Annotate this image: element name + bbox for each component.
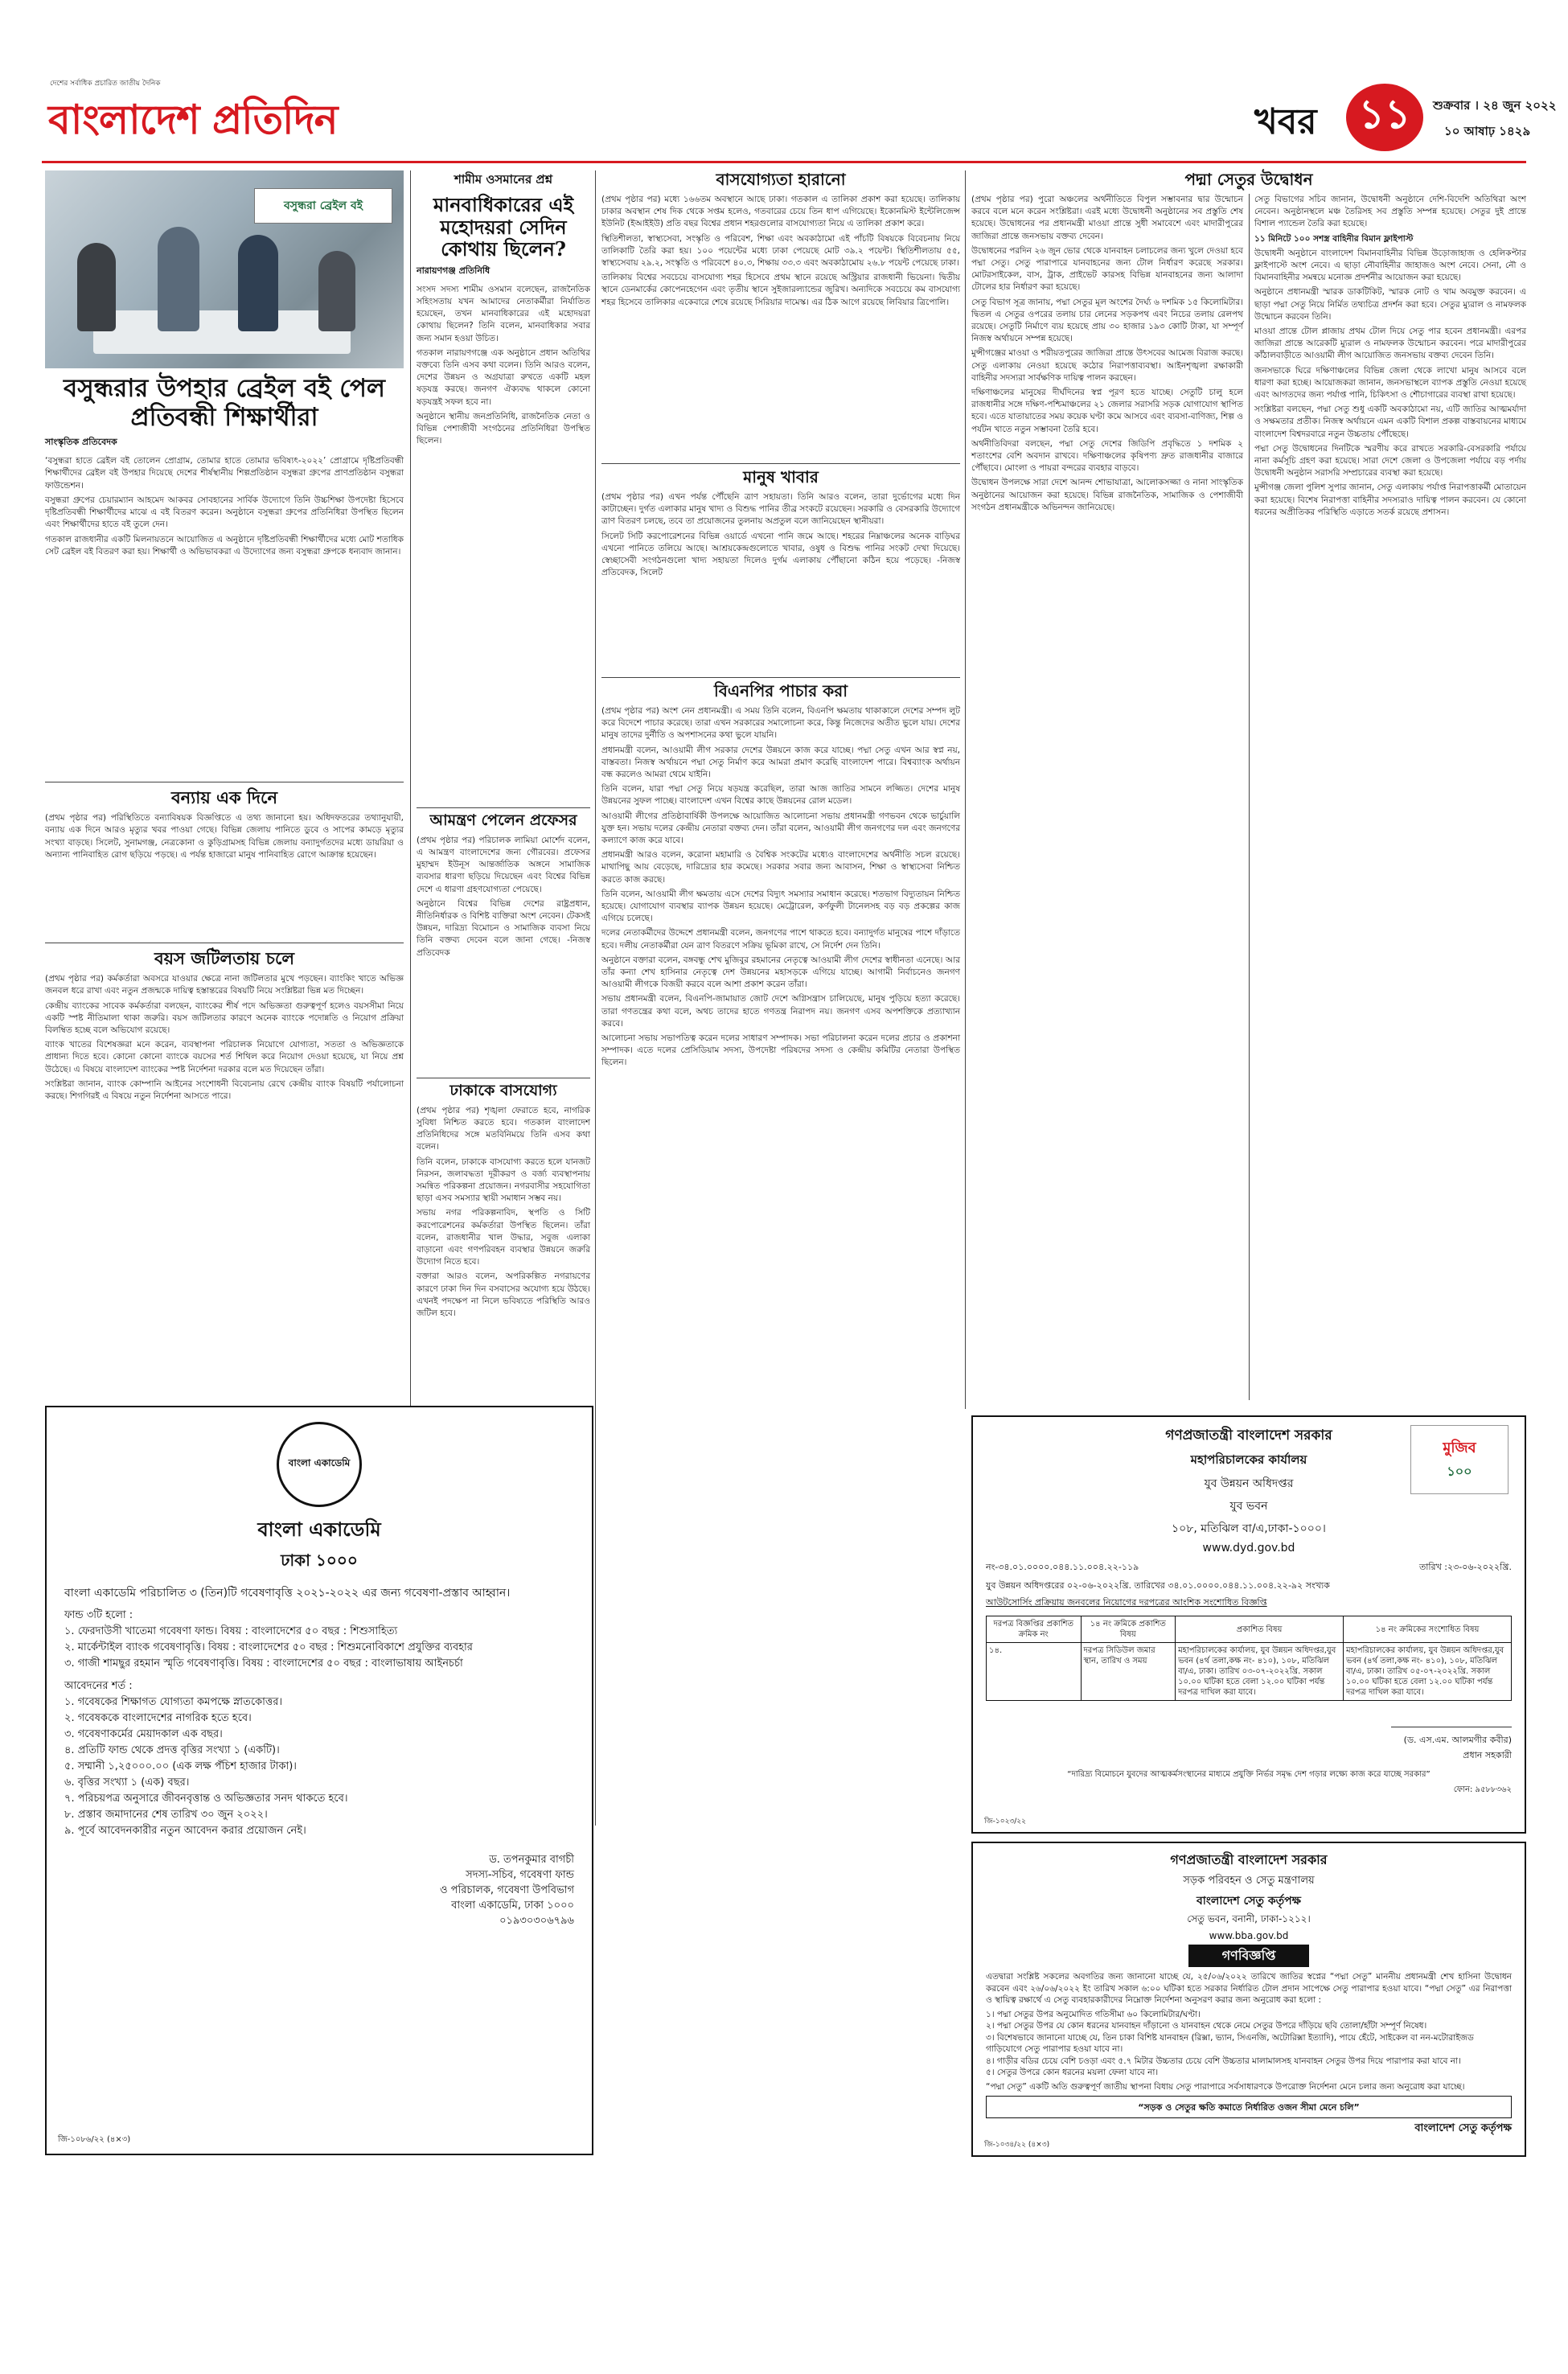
academy-items bbox=[64, 1608, 574, 1839]
dyd-web[interactable]: www.dyd.gov.bd bbox=[1202, 1542, 1295, 1555]
padma-paragraph: মুন্সীগঞ্জ জেলা পুলিশ সুপার জানান, সেতু এলাকায় পর্যাপ্ত নিরাপত্তাকর্মী মোতায়েন করা হয়েছে। বিশেষ নিরাপত্তা বাহিনীর সদস্যরাও দায়িত্ব পালন করবেন। যে কোনো ধরনের অপ্রীতিকর পরিস্থিতি এড়াতে সতর্ক রয়েছে প্রশাসন। bbox=[1254, 483, 1526, 517]
dyd-signer: (ড. এস.এম. আলমগীর কবীর) bbox=[1403, 1735, 1512, 1745]
padma-subheading: ১১ মিনিটে ১০০ সশস্ত্র বাহিনীর বিমান ফ্লাইপাস্ট bbox=[1254, 233, 1414, 244]
academy-item: ৩. গাজী শামছুর রহমান স্মৃতি গবেষণাবৃত্তি। বিষয় : বাংলাদেশের ৫০ বছর : বাংলাভাষায় আইনচর্চা bbox=[64, 1657, 463, 1670]
bridge-item: ৫। সেতুর উপরে কোন ধরনের ময়লা ফেলা যাবে না। bbox=[986, 2068, 1159, 2077]
table-row bbox=[987, 1643, 1512, 1701]
braille-paragraph: ‘বসুন্ধরা হাতে ব্রেইল বই তোলেন প্রোগ্রাম, তোমার হাতে তোমার ভবিষ্যৎ-২০২২’ প্রোগ্রামে দৃষ্টিপ্রতিবন্ধী শিক্ষার্থীদের ব্রেইল বই উপহার দিয়েছে দেশের শীর্ষস্থানীয় শিল্পপ্রতিষ্ঠান বসুন্ধরা গ্রুপের প্রাণপ্রতিষ্ঠান বসুন্ধরা ফাউন্ডেশন। bbox=[45, 456, 404, 491]
bnp-headline: বিএনপির পাচার করা bbox=[714, 681, 848, 700]
table-header: ১৪ নং ক্রমিকের সংশোধিত বিষয় bbox=[1344, 1616, 1512, 1643]
dyd-signature-block bbox=[986, 1709, 1512, 1764]
bnp-paragraph: সভায় প্রধানমন্ত্রী বলেন, বিএনপি-জামায়াত জোট দেশে অগ্নিসন্ত্রাস চালিয়েছে, মানুষ পুড়িয়ে হত্যা করেছে। তারা গণতন্ত্রের কথা বলে, অথচ তাদের হাতে গণতন্ত্র নিরাপদ নয়। জনগণ এসব অপশক্তিকে প্রত্যাখ্যান করবে। bbox=[601, 994, 960, 1029]
dhaka-paragraph: বক্তারা আরও বলেন, অপরিকল্পিত নগরায়ণের কারণে ঢাকা দিন দিন বসবাসের অযোগ্য হয়ে উঠছে। এখনই পদক্ষেপ না নিলে ভবিষ্যতে পরিস্থিতি আরও জটিল হবে। bbox=[417, 1271, 590, 1319]
table-header: ১৪ নং ক্রমিকে প্রকাশিত বিষয় bbox=[1081, 1616, 1176, 1643]
age-paragraph: সংশ্লিষ্টরা জানান, ব্যাংক কোম্পানি আইনের সংশোধনী বিবেচনায় রেখে কেন্দ্রীয় ব্যাংক বিষয়টি পর্যালোচনা করছে। শিগগিরই এ বিষয়ে নতুন নির্দেশনা আসতে পারে। bbox=[45, 1078, 404, 1101]
academy-item: ৯. পূর্বে আবেদনকারীর নতুন আবেদন করার প্রয়োজন নেই। bbox=[64, 1825, 306, 1837]
braille-photo bbox=[45, 170, 404, 368]
academy-notice bbox=[45, 1406, 593, 2155]
padma-paragraph: অনুষ্ঠানে প্রধানমন্ত্রী স্মারক ডাকটিকিট, স্মারক নোট ও খাম অবমুক্ত করবেন। এ ছাড়া পদ্মা সেতু নিয়ে নির্মিত তথ্যচিত্র প্রদর্শন করা হবে। সেতুর ম্যুরাল ও নামফলক উন্মোচন করবেন তিনি। bbox=[1254, 287, 1526, 322]
column-rule bbox=[965, 170, 966, 1409]
professor-headline: আমন্ত্রণ পেলেন প্রফেসর bbox=[429, 811, 577, 829]
masthead-logo: বাংলাদেশ প্রতিদিন bbox=[48, 96, 338, 143]
section-rule bbox=[601, 677, 960, 678]
bnp-paragraph: আওয়ামী লীগের প্রতিষ্ঠাবার্ষিকী উপলক্ষে আয়োজিত আলোচনা সভায় প্রধানমন্ত্রী গণভবন থেকে ভার্চুয়ালি যুক্ত হন। সভায় দলের কেন্দ্রীয় নেতারা বক্তব্য দেন। তাঁরা বলেন, আওয়ামী লীগ জনগণের দল এবং জনগণের কল্যাণে কাজ করে যাবে। bbox=[601, 811, 960, 846]
dyd-slogan: “দারিদ্র্য বিমোচনে যুবদের আত্মকর্মসংস্থানের মাধ্যমে প্রযুক্তি নির্ভর সমৃদ্ধ দেশ গড়ার লক্ষ্যে কাজ করে যাচ্ছে সরকার” bbox=[1067, 1770, 1430, 1779]
shamim-kicker: শামীম ওসমানের প্রশ্ন bbox=[454, 172, 553, 187]
dyd-date: তারিখ :২৩-০৬-২০২২খ্রি. bbox=[1418, 1562, 1512, 1572]
date-line-1: শুক্রবার । ২৪ জুন ২০২২ bbox=[1433, 98, 1557, 113]
padma-paragraph: (প্রথম পৃষ্ঠার পর) পুরো অঞ্চলের অর্থনীতিতে বিপুল সম্ভাবনার দ্বার উন্মোচন করবে বলে মনে করেন সংশ্লিষ্টরা। এরই মধ্যে উদ্বোধনী অনুষ্ঠানের সব প্রস্তুতি শেষ হয়েছে। উদ্বোধনের পর প্রধানমন্ত্রী মাওয়া প্রান্তে সুধী সমাবেশে এবং মাদারীপুরের জাজিরা প্রান্তে জনসভায় বক্তব্য দেবেন। bbox=[971, 195, 1243, 241]
academy-item: ৮. প্রস্তাব জমাদানের শেষ তারিখ ৩০ জুন ২০২২। bbox=[64, 1809, 268, 1821]
bridge-slogan bbox=[986, 2096, 1512, 2118]
dyd-header bbox=[986, 1425, 1512, 1559]
age-paragraph: ব্যাংক খাতের বিশেষজ্ঞরা মনে করেন, ব্যবস্থাপনা পরিচালক নিয়োগে যোগ্যতা, সততা ও অভিজ্ঞতাকে প্রাধান্য দিতে হবে। কোনো কোনো ব্যাংকে বয়সের শর্ত শিথিল করে নিয়োগ দেওয়া হয়েছে, যা নিয়ে প্রশ্ন উঠেছে। এ বিষয়ে বাংলাদেশ ব্যাংকের স্পষ্ট নির্দেশনা দরকার বলে মত দিয়েছেন তাঁরা। bbox=[45, 1040, 404, 1074]
academy-signer-role: সদস্য-সচিব, গবেষণা ফান্ড bbox=[466, 1869, 574, 1881]
padma-paragraph: সেতু বিভাগ সূত্র জানায়, পদ্মা সেতুর মূল অংশের দৈর্ঘ্য ৬ দশমিক ১৫ কিলোমিটার। দ্বিতল এ সেতুর ওপরের তলায় চার লেনের সড়কপথ এবং নিচের তলায় রেলপথ রয়েছে। সেতুটি নির্মাণে ব্যয় হয়েছে প্রায় ৩০ হাজার ১৯৩ কোটি টাকা, যা সম্পূর্ণ নিজস্ব অর্থায়নে সম্পন্ন হয়েছে। bbox=[971, 297, 1243, 344]
academy-signer-role: বাংলা একাডেমি, ঢাকা ১০০০ bbox=[451, 1900, 574, 1912]
dyd-address: ১০৮, মতিঝিল বা/এ,ঢাকা-১০০০। bbox=[1172, 1522, 1326, 1535]
dyd-table bbox=[986, 1616, 1512, 1701]
padma-paragraph: অর্থনীতিবিদরা বলছেন, পদ্মা সেতু দেশের জিডিপি প্রবৃদ্ধিতে ১ দশমিক ২ শতাংশের বেশি অবদান রাখবে। দক্ষিণাঞ্চলের কৃষিপণ্য দ্রুত রাজধানীর বাজারে পৌঁছাবে। মোংলা ও পায়রা বন্দরের ব্যবহার বাড়বে। bbox=[971, 438, 1243, 474]
age-paragraph: কেন্দ্রীয় ব্যাংকের সাবেক কর্মকর্তারা বলছেন, ব্যাংকের শীর্ষ পদে অভিজ্ঞতা গুরুত্বপূর্ণ হলেও বয়সসীমা নিয়ে একটি স্পষ্ট নীতিমালা থাকা জরুরি। বয়স জটিলতার কারণে অনেক ব্যাংকে পদোন্নতি ও নিয়োগ প্রক্রিয়া বিলম্বিত হচ্ছে বলে অভিযোগ রয়েছে। bbox=[45, 1000, 404, 1035]
padma-paragraph: উদ্বোধন উপলক্ষে সারা দেশে আনন্দ শোভাযাত্রা, আলোকসজ্জা ও নানা সাংস্কৃতিক অনুষ্ঠানের আয়োজন করা হয়েছে। বিভিন্ন রাজনৈতিক, সামাজিক ও পেশাজীবী সংগঠন প্রধানমন্ত্রীকে অভিনন্দন জানিয়েছে। bbox=[971, 478, 1243, 512]
shamim-paragraph: গতকাল নারায়ণগঞ্জে এক অনুষ্ঠানে প্রধান অতিথির বক্তব্যে তিনি এসব কথা বলেন। তিনি আরও বলেন, দেশের উন্নয়ন ও অগ্রযাত্রা রুখতে একটি মহল ষড়যন্ত্র করছে। জনগণ ঐক্যবদ্ধ থাকলে কোনো ষড়যন্ত্রই সফল হবে না। bbox=[417, 347, 590, 407]
dhaka-paragraph: তিনি বলেন, ঢাকাকে বাসযোগ্য করতে হলে যানজট নিরসন, জলাবদ্ধতা দূরীকরণ ও বর্জ্য ব্যবস্থাপনায় সমন্বিত পরিকল্পনা প্রয়োজন। নগরবাসীর সহযোগিতা ছাড়া এসব সমস্যার স্থায়ী সমাধান সম্ভব নয়। bbox=[417, 1156, 590, 1204]
table-cell: দরপত্র সিডিউল জমার স্থান, তারিখ ও সময় bbox=[1081, 1643, 1176, 1701]
bridge-notice bbox=[971, 1842, 1526, 2157]
padma-paragraph: সংশ্লিষ্টরা বলছেন, পদ্মা সেতু শুধু একটি অবকাঠামো নয়, এটি জাতির আত্মমর্যাদা ও সক্ষমতার প্রতীক। নিজস্ব অর্থায়নে এমন একটি বিশাল প্রকল্প বাস্তবায়নের মাধ্যমে বাংলাদেশ বিশ্বদরবারে নতুন উচ্চতায় পৌঁছেছে। bbox=[1254, 405, 1526, 439]
dyd-notice bbox=[971, 1415, 1526, 1834]
academy-signer: ড. তপনকুমার বাগচী bbox=[489, 1854, 574, 1866]
bnp-paragraph: প্রধানমন্ত্রী বলেন, আওয়ামী লীগ সরকার দেশের উন্নয়নে কাজ করে যাচ্ছে। পদ্মা সেতু এখন আর স্বপ্ন নয়, বাস্তবতা। নিজস্ব অর্থায়নে পদ্মা সেতু নির্মাণ করে আমরা প্রমাণ করেছি বাংলাদেশ পারে। বিশ্বব্যাংক অর্থায়ন বন্ধ করলেও আমরা থেমে যাইনি। bbox=[601, 745, 960, 780]
padma-columns bbox=[971, 194, 1526, 1400]
academy-logo bbox=[277, 1422, 362, 1507]
padma-paragraph: পদ্মা সেতু উদ্বোধনের দিনটিকে স্মরণীয় করে রাখতে সরকারি-বেসরকারি পর্যায়ে নানা কর্মসূচি গ্রহণ করা হয়েছে। সারা দেশে জেলা ও উপজেলা পর্যায়ে বড় পর্দায় উদ্বোধনী অনুষ্ঠান সরাসরি সম্প্রচারের ব্যবস্থা করা হয়েছে। bbox=[1254, 443, 1526, 478]
dyd-signer-role: প্রধান সহকারী bbox=[1463, 1750, 1512, 1760]
bridge-web[interactable]: www.bba.gov.bd bbox=[1209, 1930, 1289, 1941]
braille-banner-text: বসুন্ধরা ব্রেইল বই bbox=[283, 199, 363, 212]
academy-item: ১. ফেরদাউসী খাতেমা গবেষণা ফান্ড। বিষয় : বাংলাদেশের ৫০ বছর : শিশুসাহিত্য bbox=[64, 1625, 398, 1637]
dhaka-article bbox=[417, 1082, 590, 1395]
academy-item: আবেদনের শর্ত : bbox=[64, 1680, 133, 1692]
mujib-badge-text: মুজিব bbox=[1443, 1440, 1476, 1456]
dyd-ref: যুব উন্নয়ন অধিদপ্তরের ০২-০৬-২০২২খ্রি. তারিখের ৩৪.০১.০০০০.০৪৪.১১.০০৪.২২-৯২ সংখ্যক bbox=[986, 1580, 1330, 1591]
livability-paragraph: (প্রথম পৃষ্ঠার পর) মধ্যে ১৬৬তম অবস্থানে আছে ঢাকা। গতকাল এ তালিকা প্রকাশ করা হয়েছে। তালিকায় ঢাকার অবস্থান শেষ দিক থেকে সপ্তম হলেও, গতবারের চেয়ে তিন ধাপ এগিয়েছে। ইকোনমিস্ট ইন্টেলিজেন্স ইউনিট (ইআইইউ) প্রতি বছর বিশ্বের প্রধান শহরগুলোর বাসযোগ্যতা নিয়ে এ তালিকা প্রকাশ করে। bbox=[601, 195, 960, 229]
table-cell: ১৪. bbox=[987, 1643, 1082, 1701]
bridge-banner-text: গণবিজ্ঞপ্তি bbox=[1221, 1947, 1276, 1963]
academy-item: ৬. বৃত্তির সংখ্যা ১ (এক) বছর। bbox=[64, 1776, 190, 1789]
section-rule bbox=[601, 463, 960, 464]
bridge-footer: বাংলাদেশ সেতু কর্তৃপক্ষ bbox=[1414, 2122, 1512, 2134]
livability-paragraph: তালিকায় বিশ্বের সবচেয়ে বাসযোগ্য শহর হিসেবে প্রথম স্থানে রয়েছে অস্ট্রিয়ার রাজধানী ভিয়েনা। দ্বিতীয় স্থানে ডেনমার্কের কোপেনহেগেন এবং তৃতীয় স্থানে সুইজারল্যান্ডের জুরিখ। অন্যদিকে সবচেয়ে কম বাসযোগ্য শহর হিসেবে তালিকার একেবারে শেষে রয়েছে সিরিয়ার দামেস্ক। এর ঠিক আগে রয়েছে লিবিয়ার ত্রিপোলি। bbox=[601, 273, 960, 307]
bridge-org2: সড়ক পরিবহন ও সেতু মন্ত্রণালয় bbox=[1183, 1875, 1315, 1887]
masthead bbox=[42, 72, 1557, 161]
dyd-phone: ফোন: ৯৫৮৮৩৬২ bbox=[1453, 1785, 1512, 1794]
table-cell: মহাপরিচালকের কার্যালয়, যুব উন্নয়ন অধিদপ্তর,যুব ভবন (৪র্থ তলা,কক্ষ নং- ৪১০), ১০৮, মতিঝিল বা/এ, ঢাকা। তারিখ ০৩-০৭-২০২২খ্রি. সকাল ১০.০০ ঘটিকা হতে বেলা ১২.০০ ঘটিকা পর্যন্ত দরপত্র দাখিল করা যাবে। bbox=[1176, 1643, 1344, 1701]
table-header-row bbox=[987, 1616, 1512, 1643]
dyd-org2: মহাপরিচালকের কার্যালয় bbox=[1190, 1452, 1307, 1467]
academy-item: ২. মার্কেন্টাইল ব্যাংক গবেষণাবৃত্তি। বিষয় : বাংলাদেশের ৫০ বছর : শিশুমনোবিকাশে প্রযুক্তির ব্যবহার bbox=[64, 1641, 473, 1653]
shamim-paragraph: সংসদ সদস্য শামীম ওসমান বলেছেন, রাজনৈতিক সহিংসতায় যখন আমাদের নেতাকর্মীরা নির্যাতিত হয়েছেন, তখন মানবাধিকারের এই মহোদয়রা কোথায় ছিলেন? তিনি বলেন, মানবাধিকার সবার জন্য সমান হওয়া উচিত। bbox=[417, 284, 590, 343]
livability-headline: বাসযোগ্যতা হারানো bbox=[716, 170, 846, 189]
shamim-byline: নারায়ণগঞ্জ প্রতিনিধি bbox=[417, 265, 491, 276]
masthead-rule bbox=[42, 161, 1526, 163]
shamim-article bbox=[417, 170, 590, 806]
bridge-code: জি-১০৩৪/২২ (৪×৩) bbox=[984, 2141, 1050, 2149]
academy-item: ২. গবেষককে বাংলাদেশের নাগরিক হতে হবে। bbox=[64, 1712, 252, 1724]
bnp-article bbox=[601, 682, 960, 1406]
table-header: দরপত্র বিজ্ঞপ্তির প্রকাশিত ক্রমিক নং bbox=[987, 1616, 1082, 1643]
food-article bbox=[601, 468, 960, 674]
flood-headline: বন্যায় এক দিনে bbox=[170, 787, 278, 807]
bridge-banner bbox=[1188, 1945, 1309, 1967]
padma-paragraph: জনসভাকে ঘিরে দক্ষিণাঞ্চলের বিভিন্ন জেলা থেকে লাখো মানুষ আসবে বলে ধারণা করা হচ্ছে। আয়োজকরা জানান, জনসভাস্থলে ব্যাপক প্রস্তুতি নেওয়া হয়েছে এবং আগতদের জন্য পর্যাপ্ত পানি, চিকিৎসা ও শৌচাগারের ব্যবস্থা রাখা হয়েছে। bbox=[1254, 365, 1526, 400]
livability-paragraph: স্থিতিশীলতা, স্বাস্থ্যসেবা, সংস্কৃতি ও পরিবেশ, শিক্ষা এবং অবকাঠামো এই পাঁচটি বিষয়কে বিবেচনায় নিয়ে তালিকাটি তৈরি করা হয়। ১০০ পয়েন্টের মধ্যে ঢাকা পেয়েছে মোট ৩৯.২ পয়েন্ট। স্থিতিশীলতায় ৫৫, স্বাস্থ্যসেবায় ২৯.২, সংস্কৃতি ও পরিবেশে ৪০.৩, শিক্ষায় ৩৩.৩ এবং অবকাঠামোয় ২৬.৮ পয়েন্ট পেয়েছে ঢাকা। bbox=[601, 233, 960, 269]
padma-paragraph: উদ্বোধনী অনুষ্ঠানে বাংলাদেশ বিমানবাহিনীর বিভিন্ন উড়োজাহাজ ও হেলিকপ্টার ফ্লাইপাস্টে অংশ নেবে। এ ছাড়া নৌবাহিনীর জাহাজও অংশ নেবে। সেনা, নৌ ও বিমানবাহিনীর সমন্বয়ে মনোজ্ঞ প্রদর্শনীর আয়োজন করা হয়েছে। bbox=[1254, 248, 1526, 283]
academy-item: ফান্ড ৩টি হলো : bbox=[64, 1609, 133, 1621]
braille-photo-table bbox=[93, 310, 351, 354]
food-headline: মানুষ খাবার bbox=[743, 467, 819, 487]
professor-paragraph: অনুষ্ঠানে বিশ্বের বিভিন্ন দেশের রাষ্ট্রপ্রধান, নীতিনির্ধারক ও বিশিষ্ট ব্যক্তিরা অংশ নেবেন। টেকসই উন্নয়ন, দারিদ্র্য বিমোচন ও সামাজিক ব্যবসা নিয়ে তিনি বক্তব্য দেবেন বলে জানা গেছে। -নিজস্ব প্রতিবেদক bbox=[417, 898, 590, 958]
masthead-tagline: দেশের সর্বাধিক প্রচারিত জাতীয় দৈনিক bbox=[50, 80, 161, 88]
bridge-org1: গণপ্রজাতন্ত্রী বাংলাদেশ সরকার bbox=[1170, 1852, 1328, 1867]
person-figure bbox=[318, 251, 355, 331]
padma-paragraph: সেতু বিভাগের সচিব জানান, উদ্বোধনী অনুষ্ঠানে দেশি-বিদেশি অতিথিরা অংশ নেবেন। অনুষ্ঠানস্থলে মঞ্চ তৈরিসহ সব প্রস্তুতি সম্পন্ন হয়েছে। সেতুর দুই প্রান্তে বিশাল প্যান্ডেল তৈরি করা হয়েছে। bbox=[1254, 195, 1526, 229]
academy-intro: বাংলা একাডেমি পরিচালিত ৩ (তিন)টি গবেষণাবৃত্তি ২০২১-২০২২ এর জন্য গবেষণা-প্রস্তাব আহ্বান। bbox=[64, 1587, 511, 1600]
dyd-org4: যুব ভবন bbox=[1229, 1500, 1268, 1513]
dhaka-paragraph: (প্রথম পৃষ্ঠার পর) শৃঙ্খলা ফেরাতে হবে, নাগরিক সুবিধা নিশ্চিত করতে হবে। গতকাল বাংলাদেশ প্রতিনিধিদের সঙ্গে মতবিনিময়ে তিনি এসব কথা বলেন। bbox=[417, 1105, 590, 1152]
bridge-item: ২। পদ্মা সেতুর উপর যে কোন ধরনের যানবাহন দাঁড়ানো ও যানবাহন থেকে নেমে সেতুর উপরে দাঁড়িয়ে ছবি তোলা/হাঁটা সম্পূর্ণ নিষেধ। bbox=[986, 2021, 1427, 2031]
dhaka-headline: ঢাকাকে বাসযোগ্য bbox=[449, 1082, 557, 1099]
braille-byline: সাংস্কৃতিক প্রতিবেদক bbox=[45, 437, 117, 448]
bridge-org3: বাংলাদেশ সেতু কর্তৃপক্ষ bbox=[1197, 1895, 1301, 1908]
academy-title: বাংলা একাডেমি bbox=[257, 1518, 381, 1541]
food-paragraph: (প্রথম পৃষ্ঠার পর) এখন পর্যন্ত পৌঁছেনি ত্রাণ সহায়তা। তিনি আরও বলেন, তারা দুর্ভোগের মধ্যে দিন কাটাচ্ছেন। দুর্গত এলাকার মানুষ খাদ্য ও বিশুদ্ধ পানির তীব্র সংকটে রয়েছেন। সরকারি ও বেসরকারি উদ্যোগে ত্রাণ বিতরণ চলছে, তবে তা প্রয়োজনের তুলনায় অপ্রতুল বলে জানিয়েছেন স্থানীয়রা। bbox=[601, 492, 960, 527]
bridge-intro: এতদ্বারা সংশ্লিষ্ট সকলের অবগতির জন্য জানানো যাচ্ছে যে, ২৫/০৬/২০২২ তারিখে জাতির স্বপ্নের “পদ্মা সেতু” মাননীয় প্রধানমন্ত্রী শেখ হাসিনা উদ্বোধন করবেন এবং ২৬/০৬/২০২২ ইং তারিখ সকাল ৬:০০ ঘটিকা হতে সরকার নির্ধারিত টোল প্রদান সাপেক্ষে সেতু পারাপার হওয়া যাবে। “পদ্মা সেতু” এর নিরাপত্তা ও স্থায়িত্ব রক্ষার্থে এ সেতু ব্যবহারকারীদের নিম্নোক্ত নির্দেশনা অনুসরণ করার জন্য অনুরোধ করা হলো : bbox=[986, 1972, 1512, 2005]
table-cell: মহাপরিচালকের কার্যালয়, যুব উন্নয়ন অধিদপ্তর,যুব ভবন (৪র্থ তলা,কক্ষ নং- ৪১০), ১০৮, মতিঝিল বা/এ, ঢাকা। তারিখ ০৫-০৭-২০২২খ্রি. সকাল ১০.০০ ঘটিকা হতে বেলা ১২.০০ ঘটিকা পর্যন্ত দরপত্র দাখিল করা যাবে। bbox=[1344, 1643, 1512, 1701]
professor-paragraph: (প্রথম পৃষ্ঠার পর) পরিচালক লামিয়া মোর্শেদ বলেন, এ আমন্ত্রণ বাংলাদেশের জন্য গৌরবের। প্রফেসর মুহাম্মদ ইউনূস আন্তর্জাতিক অঙ্গনে সামাজিক ব্যবসার ধারণা ছড়িয়ে দিয়েছেন এবং বিশ্বের বিভিন্ন দেশে এ ধারণা গ্রহণযোগ্যতা পেয়েছে। bbox=[417, 835, 590, 894]
academy-item: ৪. প্রতিটি ফান্ড থেকে প্রদত্ত বৃত্তির সংখ্যা ১ (একটি)। bbox=[64, 1744, 280, 1756]
braille-paragraph: বসুন্ধরা গ্রুপের চেয়ারম্যান আহমেদ আকবর সোবহানের সার্বিক উদ্যোগে তিনি উচ্চশিক্ষা উপদেষ্টা হিসেবে দৃষ্টিপ্রতিবন্ধী শিক্ষার্থীদের মাঝে এ বই বিতরণ করেন। অনুষ্ঠানে বসুন্ধরা গ্রুপের প্রতিনিধিরা উপস্থিত ছিলেন এবং শিক্ষার্থীদের হাতে বই তুলে দেন। bbox=[45, 495, 404, 530]
livability-article bbox=[601, 170, 960, 460]
date-line-2: ১০ আষাঢ় ১৪২৯ bbox=[1444, 124, 1531, 138]
flood-article bbox=[45, 788, 404, 939]
mujib-badge-number: ১০০ bbox=[1447, 1464, 1472, 1479]
column-rule bbox=[595, 170, 596, 1826]
bridge-address: সেতু ভবন, বনানী, ঢাকা-১২১২। bbox=[1187, 1913, 1311, 1924]
padma-article bbox=[971, 170, 1526, 1409]
academy-signer-role: ও পরিচালক, গবেষণা উপবিভাগ bbox=[439, 1884, 574, 1896]
bridge-items bbox=[986, 2009, 1512, 2079]
padma-headline: পদ্মা সেতুর উদ্বোধন bbox=[1184, 170, 1313, 189]
padma-paragraph: মাওয়া প্রান্তে টোল প্লাজায় প্রথম টোল দিয়ে সেতু পার হবেন প্রধানমন্ত্রী। এরপর জাজিরা প্রান্তে আরেকটি ম্যুরাল ও নামফলক উন্মোচন করবেন। পরে মাদারীপুরের কাঁঠালবাড়ীতে আওয়ামী লীগ আয়োজিত জনসভায় বক্তব্য দেবেন তিনি। bbox=[1254, 327, 1526, 361]
academy-item: ১. গবেষকের শিক্ষাগত যোগ্যতা কমপক্ষে স্নাতকোত্তর। bbox=[64, 1696, 283, 1708]
bnp-paragraph: (প্রথম পৃষ্ঠার পর) অংশ নেন প্রধানমন্ত্রী। এ সময় তিনি বলেন, বিএনপি ক্ষমতায় থাকাকালে দেশের সম্পদ লুট করে বিদেশে পাচার করেছে। তারা এখন সরকারের সমালোচনা করে, কিন্তু নিজেদের অতীত ভুলে যায়। দেশের মানুষ তাদের দুর্নীতি ও অপশাসনের কথা ভুলে যায়নি। bbox=[601, 706, 960, 741]
table-header: প্রকাশিত বিষয় bbox=[1176, 1616, 1344, 1643]
shamim-paragraph: অনুষ্ঠানে স্থানীয় জনপ্রতিনিধি, রাজনৈতিক নেতা ও বিভিন্ন পেশাজীবী সংগঠনের প্রতিনিধিরা উপস্থিত ছিলেন। bbox=[417, 411, 590, 446]
academy-item: ৩. গবেষণাকর্মের মেয়াদকাল এক বছর। bbox=[64, 1728, 223, 1740]
dyd-notice-title: আউটসোর্সিং প্রক্রিয়ায় জনবলের নিয়োগের দরপত্রের আংশিক সংশোধিত বিজ্ঞপ্তি bbox=[986, 1597, 1267, 1608]
bridge-slogan-text: “সড়ক ও সেতুর ক্ষতি কমাতে নির্ধারিত ওজন সীমা মেনে চলি” bbox=[1138, 2102, 1360, 2113]
braille-article bbox=[45, 375, 404, 780]
person-figure bbox=[158, 227, 199, 331]
dyd-org3: যুব উন্নয়ন অধিদপ্তর bbox=[1204, 1477, 1294, 1490]
braille-paragraph: গতকাল রাজধানীর একটি মিলনায়তনে আয়োজিত এ অনুষ্ঠানে দৃষ্টিপ্রতিবন্ধী শিক্ষার্থীদের মধ্যে মোট শতাধিক সেট ব্রেইল বই বিতরণ করা হয়। শিক্ষার্থী ও অভিভাবকরা এ উদ্যোগের জন্য বসুন্ধরা গ্রুপকে ধন্যবাদ জানান। bbox=[45, 534, 404, 557]
dyd-org1: গণপ্রজাতন্ত্রী বাংলাদেশ সরকার bbox=[1165, 1427, 1332, 1444]
bnp-paragraph: দলের নেতাকর্মীদের উদ্দেশে প্রধানমন্ত্রী বলেন, জনগণের পাশে থাকতে হবে। বন্যাদুর্গত মানুষের পাশে দাঁড়াতে হবে। দলীয় নেতাকর্মীরা যেন ত্রাণ বিতরণে সক্রিয় ভূমিকা রাখে, সে নির্দেশ দেন তিনি। bbox=[601, 928, 960, 951]
professor-article bbox=[417, 812, 590, 1074]
braille-headline: বসুন্ধরার উপহার ব্রেইল বই পেল প্রতিবন্ধী শিক্ষার্থীরা bbox=[63, 374, 385, 432]
bridge-closing: “পদ্মা সেতু” একটি অতি গুরুত্বপূর্ণ জাতীয় স্থাপনা বিধায় সেতু পারাপারে সর্বসাধারণকে উপরোক্ত নির্দেশনা মেনে চলার জন্য অনুরোধ করা যাচ্ছে। bbox=[986, 2081, 1465, 2092]
bridge-item: ৩। বিশেষভাবে জানানো যাচ্ছে যে, তিন চাকা বিশিষ্ট যানবাহন (রিক্সা, ভ্যান, সিএনজি, অটোরিক্সা ইত্যাদি), পায়ে হেঁটে, সাইকেল বা নন-মটোরাইজড গাড়িযোগে সেতু পারাপার হওয়া যাবে না। bbox=[986, 2032, 1474, 2054]
dhaka-paragraph: সভায় নগর পরিকল্পনাবিদ, স্থপতি ও সিটি করপোরেশনের কর্মকর্তারা উপস্থিত ছিলেন। তাঁরা বলেন, রাজধানীর খাল উদ্ধার, সবুজ এলাকা বাড়ানো এবং গণপরিবহন ব্যবস্থার উন্নয়নে জরুরি উদ্যোগ নিতে হবে। bbox=[417, 1208, 590, 1267]
dyd-memo: নং-৩৪.০১.০০০০.০৪৪.১১.০০৪.২২-১১৯ bbox=[986, 1562, 1139, 1572]
academy-signature-block bbox=[64, 1852, 574, 1928]
bnp-paragraph: প্রধানমন্ত্রী আরও বলেন, করোনা মহামারি ও বৈশ্বিক সংকটের মধ্যেও বাংলাদেশের অর্থনীতি সচল রয়েছে। মাথাপিছু আয় বেড়েছে, দারিদ্র্যের হার কমেছে। সরকার সবার জন্য আবাসন, শিক্ষা ও স্বাস্থ্যসেবা নিশ্চিত করতে কাজ করছে। bbox=[601, 850, 960, 885]
academy-item: ৫. সম্মানী ১,২৫০০০.০০ (এক লক্ষ পঁচিশ হাজার টাকা)। bbox=[64, 1760, 297, 1772]
academy-phone: ০১৯৩০৩০৬৭৯৬ bbox=[499, 1915, 574, 1927]
bnp-paragraph: অনুষ্ঠানে বক্তারা বলেন, বঙ্গবন্ধু শেখ মুজিবুর রহমানের নেতৃত্বে আওয়ামী লীগ দেশের স্বাধীনতা এনেছে। আর তাঁর কন্যা শেখ হাসিনার নেতৃত্বে দেশ উন্নয়নের মহাসড়কে এগিয়ে যাচ্ছে। আগামী নির্বাচনেও জনগণ আওয়ামী লীগকে বিজয়ী করবে বলে আশা প্রকাশ করেন তাঁরা। bbox=[601, 955, 960, 990]
bnp-paragraph: আলোচনা সভায় সভাপতিত্ব করেন দলের সাধারণ সম্পাদক। সভা পরিচালনা করেন দলের প্রচার ও প্রকাশনা সম্পাদক। এতে দলের প্রেসিডিয়াম সদস্য, উপদেষ্টা পরিষদের সদস্য ও কেন্দ্রীয় কমিটির নেতারা উপস্থিত ছিলেন। bbox=[601, 1033, 960, 1068]
age-article bbox=[45, 949, 404, 1395]
braille-photo-banner bbox=[254, 188, 392, 224]
age-headline: বয়স জটিলতায় চলে bbox=[154, 948, 295, 968]
academy-logo-text: বাংলা একাডেমি bbox=[288, 1457, 351, 1468]
dyd-code: জি-১০২৩/২২ bbox=[984, 1817, 1027, 1826]
person-figure bbox=[238, 235, 278, 331]
food-paragraph: সিলেট সিটি করপোরেশনের বিভিন্ন ওয়ার্ডে এখনো পানি জমে আছে। শহরের নিম্নাঞ্চলের অনেক বাড়িঘর এখনো পানিতে তলিয়ে আছে। আশ্রয়কেন্দ্রগুলোতে খাবার, ওষুধ ও বিশুদ্ধ পানির সংকট দেখা দিয়েছে। স্বেচ্ছাসেবী সংগঠনগুলো খাদ্য সহায়তা দিলেও দুর্গম এলাকায় পৌঁছানো কঠিন হয়ে পড়েছে। -নিজস্ব প্রতিবেদক, সিলেট bbox=[601, 531, 960, 578]
signature-mark bbox=[1391, 1709, 1512, 1727]
academy-item: ৭. পরিচয়পত্র অনুসারে জীবনবৃত্তান্ত ও অভিজ্ঞতার সনদ থাকতে হবে। bbox=[64, 1793, 348, 1805]
bnp-paragraph: তিনি বলেন, আওয়ামী লীগ ক্ষমতায় এসে দেশের বিদ্যুৎ সমস্যার সমাধান করেছে। শতভাগ বিদ্যুতায়ন নিশ্চিত হয়েছে। যোগাযোগ ব্যবস্থার ব্যাপক উন্নয়ন হয়েছে। মেট্রোরেল, কর্ণফুলী টানেলসহ বড় বড় প্রকল্পের কাজ এগিয়ে চলেছে। bbox=[601, 889, 960, 924]
page-number-badge bbox=[1346, 84, 1423, 151]
shamim-headline: মানবাধিকারের এই মহোদয়রা সেদিন কোথায় ছিলেন? bbox=[433, 193, 574, 261]
bridge-item: ১। পদ্মা সেতুর উপর অনুমোদিত গতিসীমা ৬০ কিলোমিটার/ঘণ্টা। bbox=[986, 2009, 1201, 2019]
bnp-paragraph: তিনি বলেন, যারা পদ্মা সেতু নিয়ে ষড়যন্ত্র করেছিল, তারা আজ জাতির সামনে লজ্জিত। দেশের মানুষ উন্নয়নের সুফল পাচ্ছে। বাংলাদেশ এখন বিশ্বের কাছে উন্নয়নের রোল মডেল। bbox=[601, 784, 960, 807]
academy-code: জি-১০৮৬/২২ (৪×৩) bbox=[58, 2135, 131, 2144]
academy-subtitle: ঢাকা ১০০০ bbox=[281, 1550, 358, 1570]
mujib-badge bbox=[1410, 1425, 1508, 1494]
section-rule bbox=[417, 807, 590, 808]
padma-paragraph: মুন্সীগঞ্জের মাওয়া ও শরীয়তপুরের জাজিরা প্রান্তে উৎসবের আমেজ বিরাজ করছে। সেতু এলাকায় নেওয়া হয়েছে কঠোর নিরাপত্তাব্যবস্থা। আইনশৃঙ্খলা রক্ষাকারী বাহিনীর সদস্যরা সার্বক্ষণিক দায়িত্ব পালন করছেন। bbox=[971, 348, 1243, 383]
section-label: খবর bbox=[1254, 101, 1317, 142]
person-figure bbox=[77, 243, 116, 331]
dyd-memo-row bbox=[986, 1560, 1512, 1575]
padma-paragraph: দক্ষিণাঞ্চলের মানুষের দীর্ঘদিনের স্বপ্ন পূরণ হতে যাচ্ছে। সেতুটি চালু হলে রাজধানীর সঙ্গে দক্ষিণ-পশ্চিমাঞ্চলের ২১ জেলার সরাসরি সড়ক যোগাযোগ স্থাপিত হবে। এতে যাতায়াতের সময় কয়েক ঘণ্টা কমে আসবে এবং ব্যবসা-বাণিজ্য, শিল্প ও পর্যটন খাতে নতুন সম্ভাবনা তৈরি হবে। bbox=[971, 388, 1243, 434]
age-paragraph: (প্রথম পৃষ্ঠার পর) কর্মকর্তারা অবসরে যাওয়ার ক্ষেত্রে নানা জটিলতার মুখে পড়ছেন। ব্যাংকিং খাতে অভিজ্ঞ জনবল ধরে রাখা এবং নতুন প্রজন্মকে দায়িত্ব হস্তান্তরের বিষয়টি নিয়ে সংশ্লিষ্টরা ভিন্ন মত দিচ্ছেন। bbox=[45, 974, 404, 996]
bridge-item: ৪। গাড়ীর বডির চেয়ে বেশি চওড়া এবং ৫.৭ মিটার উচ্চতার চেয়ে বেশি উচ্চতার মালামালসহ যানবাহন সেতুর উপর দিয়ে পারাপার করা যাবে না। bbox=[986, 2056, 1461, 2066]
flood-paragraph: (প্রথম পৃষ্ঠার পর) পরিস্থিতিতে বন্যাবিষয়ক বিজ্ঞপ্তিতে এ তথ্য জানানো হয়। অধিদফতরের তথ্যানুযায়ী, বন্যায় এক দিনে আরও মৃত্যুর খবর পাওয়া গেছে। বিভিন্ন জেলায় পানিতে ডুবে ও সাপের কামড়ে মৃত্যুর সংখ্যা বাড়ছে। সিলেট, সুনামগঞ্জ, নেত্রকোনা ও কুড়িগ্রামসহ বিভিন্ন জেলায় বন্যাদুর্গতদের মধ্যে ডায়রিয়া ও অন্যান্য পানিবাহিত রোগ ছড়িয়ে পড়ছে। এ পর্যন্ত হাজারো মানুষ পানিবাহিত রোগে আক্রান্ত হয়েছেন। bbox=[45, 813, 404, 860]
page-number: ১১ bbox=[1358, 89, 1411, 138]
padma-paragraph: উদ্বোধনের পরদিন ২৬ জুন ভোর থেকে যানবাহন চলাচলের জন্য খুলে দেওয়া হবে পদ্মা সেতু। সেতু পারাপারে যানবাহনের জন্য টোল নির্ধারণ করেছে সরকার। মোটরসাইকেল, বাস, ট্রাক, প্রাইভেট কারসহ বিভিন্ন যানবাহনের জন্য আলাদা টোলের হার নির্ধারণ করা হয়েছে। bbox=[971, 245, 1243, 293]
